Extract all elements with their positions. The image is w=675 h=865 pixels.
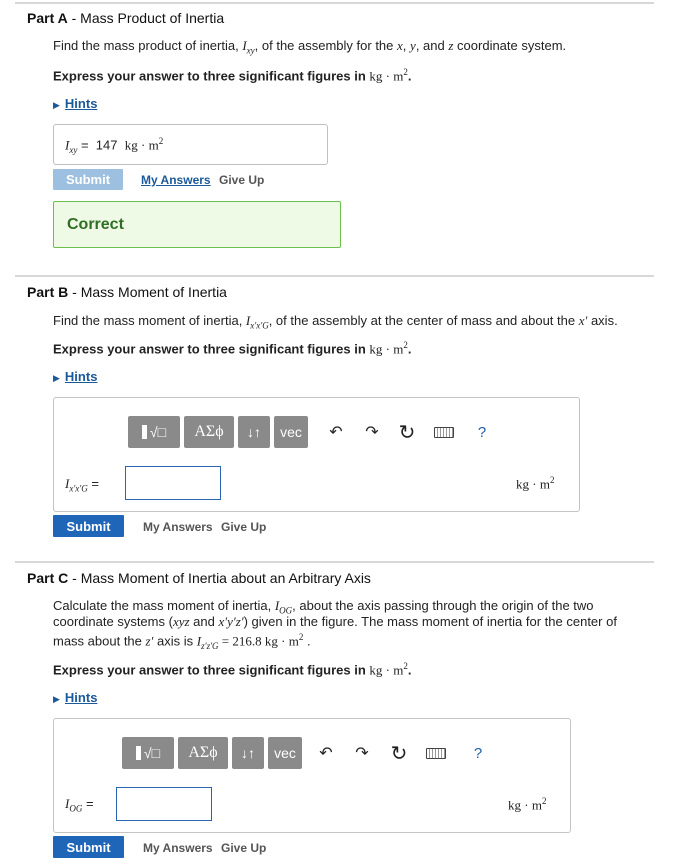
part-c-instruction: Express your answer to three significant figures in kg · $m^2$. [53,661,412,678]
part-a-hints[interactable] [53,96,97,111]
feedback-text: Correct [67,216,124,233]
templates-button[interactable]: √□ [128,416,180,448]
answer-label: $I_{OG}$ = [65,796,94,814]
submit-button[interactable]: Submit [53,836,124,858]
separator [15,275,654,277]
expand-triangle-icon: ▶ [53,100,60,110]
expand-triangle-icon: ▶ [53,694,60,704]
my-answers-link[interactable]: My Answers [143,520,213,534]
arrows-button[interactable]: ↓↑ [238,416,270,448]
expand-triangle-icon: ▶ [53,373,60,383]
hints-link[interactable]: Hints [64,690,98,705]
part-c-question-line-3: mass about the z′ axis is $I_{z'z'G} = 216.8$ kg · $m^2$ . [53,632,311,651]
hints-link[interactable]: Hints [64,369,98,384]
part-c-hints[interactable] [53,690,97,705]
part-c-question-line-2: coordinate systems (xyz and x′y′z′) given in the figure. The mass moment of inertia for the center of [53,614,617,629]
separator [15,561,654,563]
part-b-hints[interactable] [53,369,97,384]
help-icon[interactable]: ? [477,423,487,441]
help-icon[interactable]: ? [473,744,483,762]
templates-button[interactable]: √□ [122,737,174,769]
answer-input[interactable] [116,787,212,821]
redo-icon[interactable]: ↷ [365,424,379,441]
give-up-link[interactable]: Give Up [221,841,267,855]
answer-input[interactable] [125,466,221,500]
submit-button[interactable]: Submit [53,515,124,537]
my-answers-link[interactable]: My Answers [141,173,211,187]
give-up-link[interactable]: Give Up [219,173,265,187]
part-a-answer-box [53,124,328,165]
greek-symbols-button[interactable]: AΣϕ [178,737,228,769]
part-b-question: Find the mass moment of inertia, $I_{x'x'G}$, of the assembly at the center of mass and about the x′ axis. [53,313,618,331]
my-answers-link[interactable]: My Answers [143,841,213,855]
math-toolbar [128,416,528,448]
vector-button[interactable]: vec [274,416,308,448]
arrows-button[interactable]: ↓↑ [232,737,264,769]
hints-link[interactable]: Hints [64,96,98,111]
vector-button[interactable]: vec [268,737,302,769]
part-c-title: Part C - Mass Moment of Inertia about an Arbitrary Axis [27,570,371,586]
greek-symbols-button[interactable]: AΣϕ [184,416,234,448]
undo-icon[interactable]: ↶ [319,745,333,762]
math-toolbar [122,737,522,769]
keyboard-icon[interactable] [425,737,447,769]
reset-icon[interactable]: ↻ [390,742,408,765]
answer-unit: kg · $m^2$ [508,796,547,813]
part-b-title: Part B - Mass Moment of Inertia [27,284,227,300]
part-b-instruction: Express your answer to three significant figures in kg · $m^2$. [53,340,412,357]
part-a-question: Find the mass product of inertia, $I_{xy}$, of the assembly for the x, y, and z coordinate system. [53,38,567,56]
keyboard-icon[interactable] [433,416,455,448]
undo-icon[interactable]: ↶ [329,424,343,441]
part-a-answer: $I_{xy} = 147$ kg · $m^2$ [65,136,164,155]
separator [15,2,654,4]
part-a-title: Part A - Mass Product of Inertia [27,10,225,26]
reset-icon[interactable]: ↻ [398,421,416,444]
submit-button[interactable]: Submit [53,169,123,190]
answer-unit: kg · $m^2$ [516,475,555,492]
redo-icon[interactable]: ↷ [355,745,369,762]
give-up-link[interactable]: Give Up [221,520,267,534]
answer-label: $I_{x'x'G}$ = [65,476,99,494]
part-c-answer-editor [53,718,571,833]
part-a-instruction: Express your answer to three significant figures in kg · $m^2$. [53,67,412,84]
part-b-answer-editor [53,397,580,512]
part-c-question-line-1: Calculate the mass moment of inertia, $I_{OG}$, about the axis passing through the origin of the two [53,598,594,616]
correct-feedback [53,201,341,248]
